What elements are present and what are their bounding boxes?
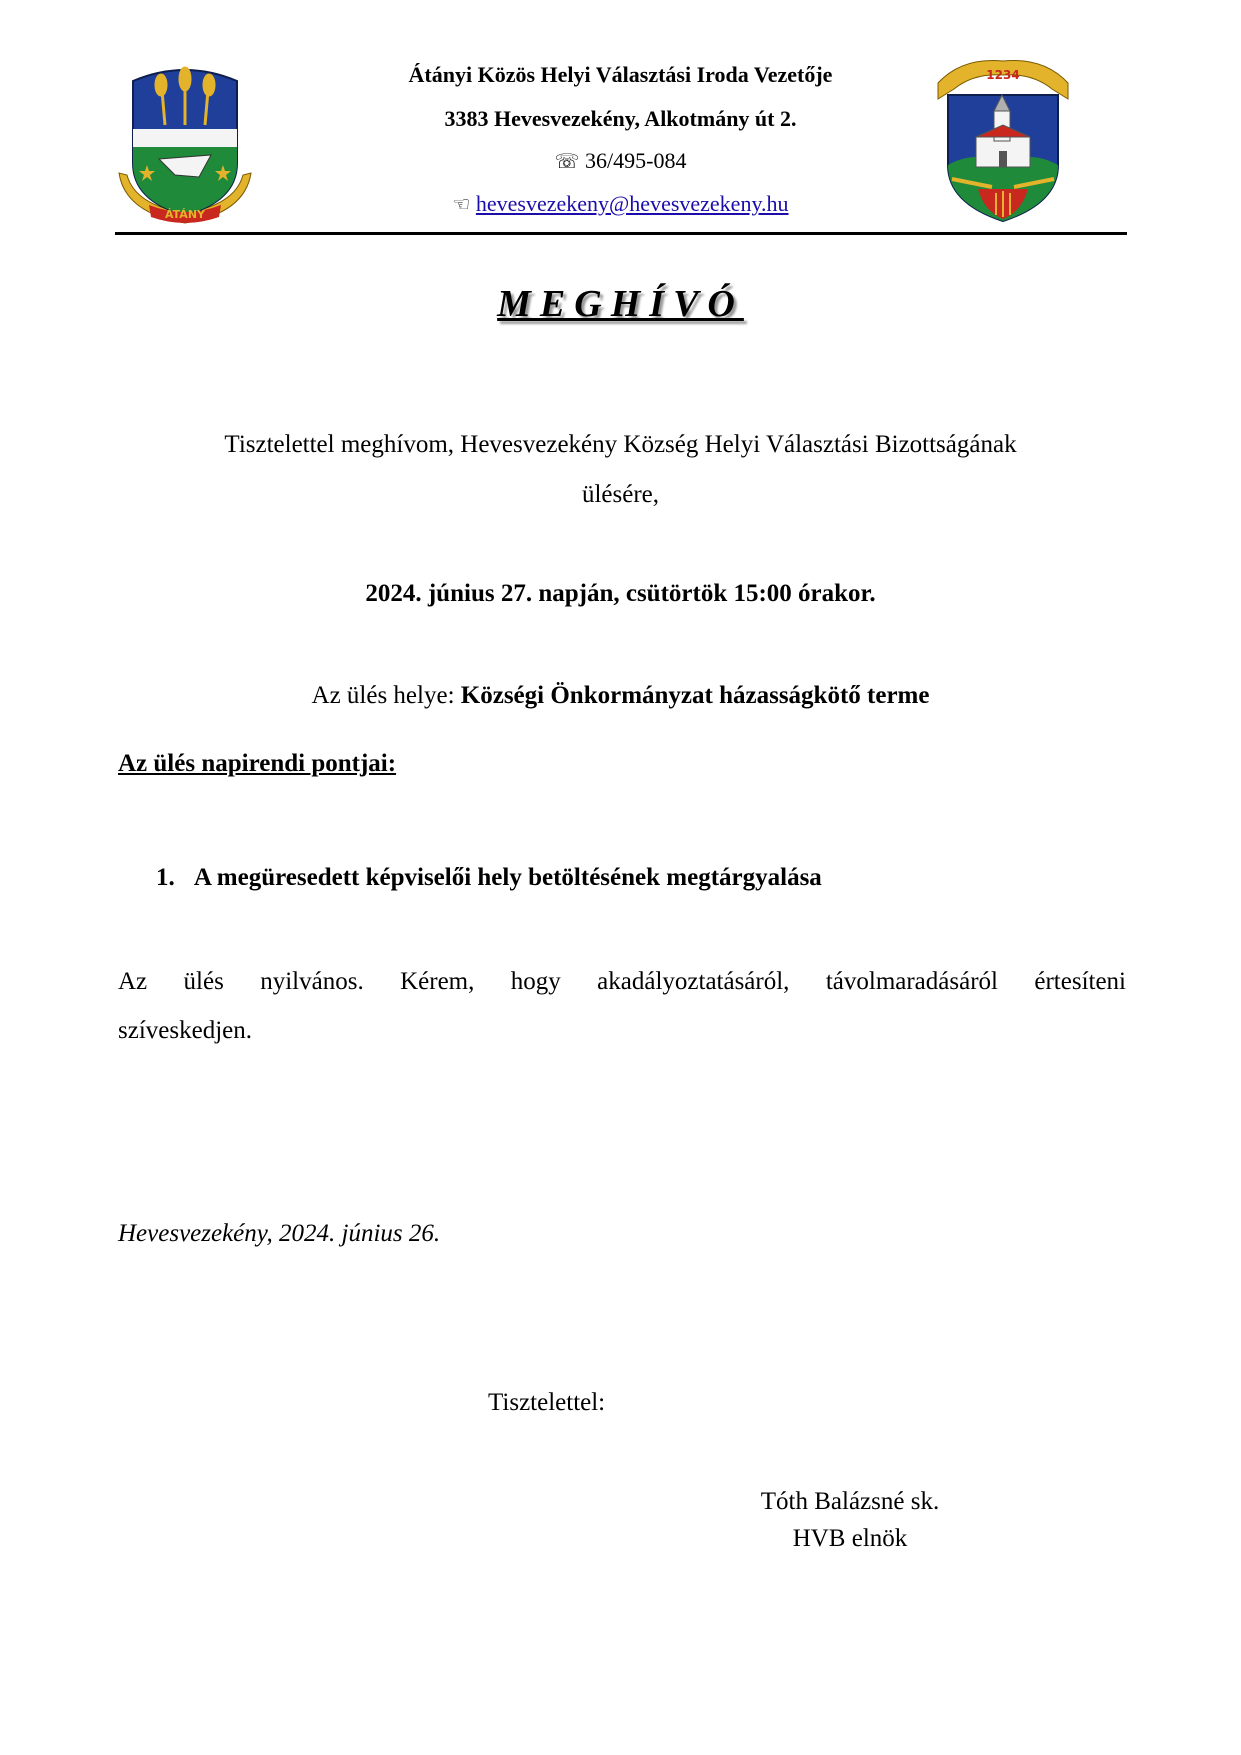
venue-value: Községi Önkormányzat házasságkötő terme: [460, 682, 930, 709]
agenda-item-text: A megüresedett képviselői hely betöltésének megtárgyalása: [193, 864, 822, 891]
telephone-icon: ☏: [554, 149, 580, 173]
venue-line: [0, 682, 1241, 710]
header-divider: [115, 232, 1127, 235]
closing-greeting: Tisztelettel:: [488, 1389, 606, 1416]
signatory-name: Tóth Balázsné sk.: [760, 1488, 940, 1515]
place-and-date: Hevesvezekény, 2024. június 26.: [118, 1220, 441, 1247]
agenda-item-number: 1.: [156, 864, 175, 891]
agenda-item-1: [156, 864, 822, 892]
notice-line-2: szíveskedjen.: [118, 1017, 252, 1044]
invitation-line-2: ülésére,: [581, 481, 660, 508]
email-link[interactable]: hevesvezekeny@hevesvezekeny.hu: [475, 191, 789, 216]
right-crest-year-text: 1234: [986, 68, 1020, 82]
document-title: MEGHÍVÓ: [497, 283, 744, 325]
office-address: 3383 Hevesvezekény, Alkotmány út 2.: [444, 106, 797, 131]
meeting-date: 2024. június 27. napján, csütörtök 15:00 órakor.: [365, 580, 876, 607]
signatory-role: HVB elnök: [792, 1525, 908, 1552]
phone-line: [0, 148, 1241, 174]
pointing-hand-icon: ☜: [452, 192, 471, 216]
office-name: Átányi Közös Helyi Választási Iroda Vezetője: [408, 62, 833, 87]
notice-line-1: Az ülés nyilvános. Kérem, hogy akadályoztatásáról, távolmaradásáról értesíteni: [118, 968, 1126, 995]
email-line: [0, 191, 1241, 217]
invitation-line-1: Tisztelettel meghívom, Hevesvezekény Község Helyi Választási Bizottságának: [224, 431, 1017, 458]
venue-label: Az ülés helye:: [311, 682, 461, 709]
agenda-heading: Az ülés napirendi pontjai:: [118, 750, 397, 777]
phone-number: 36/495-084: [585, 148, 687, 173]
left-crest-banner-text: ÁTÁNY: [165, 208, 205, 221]
